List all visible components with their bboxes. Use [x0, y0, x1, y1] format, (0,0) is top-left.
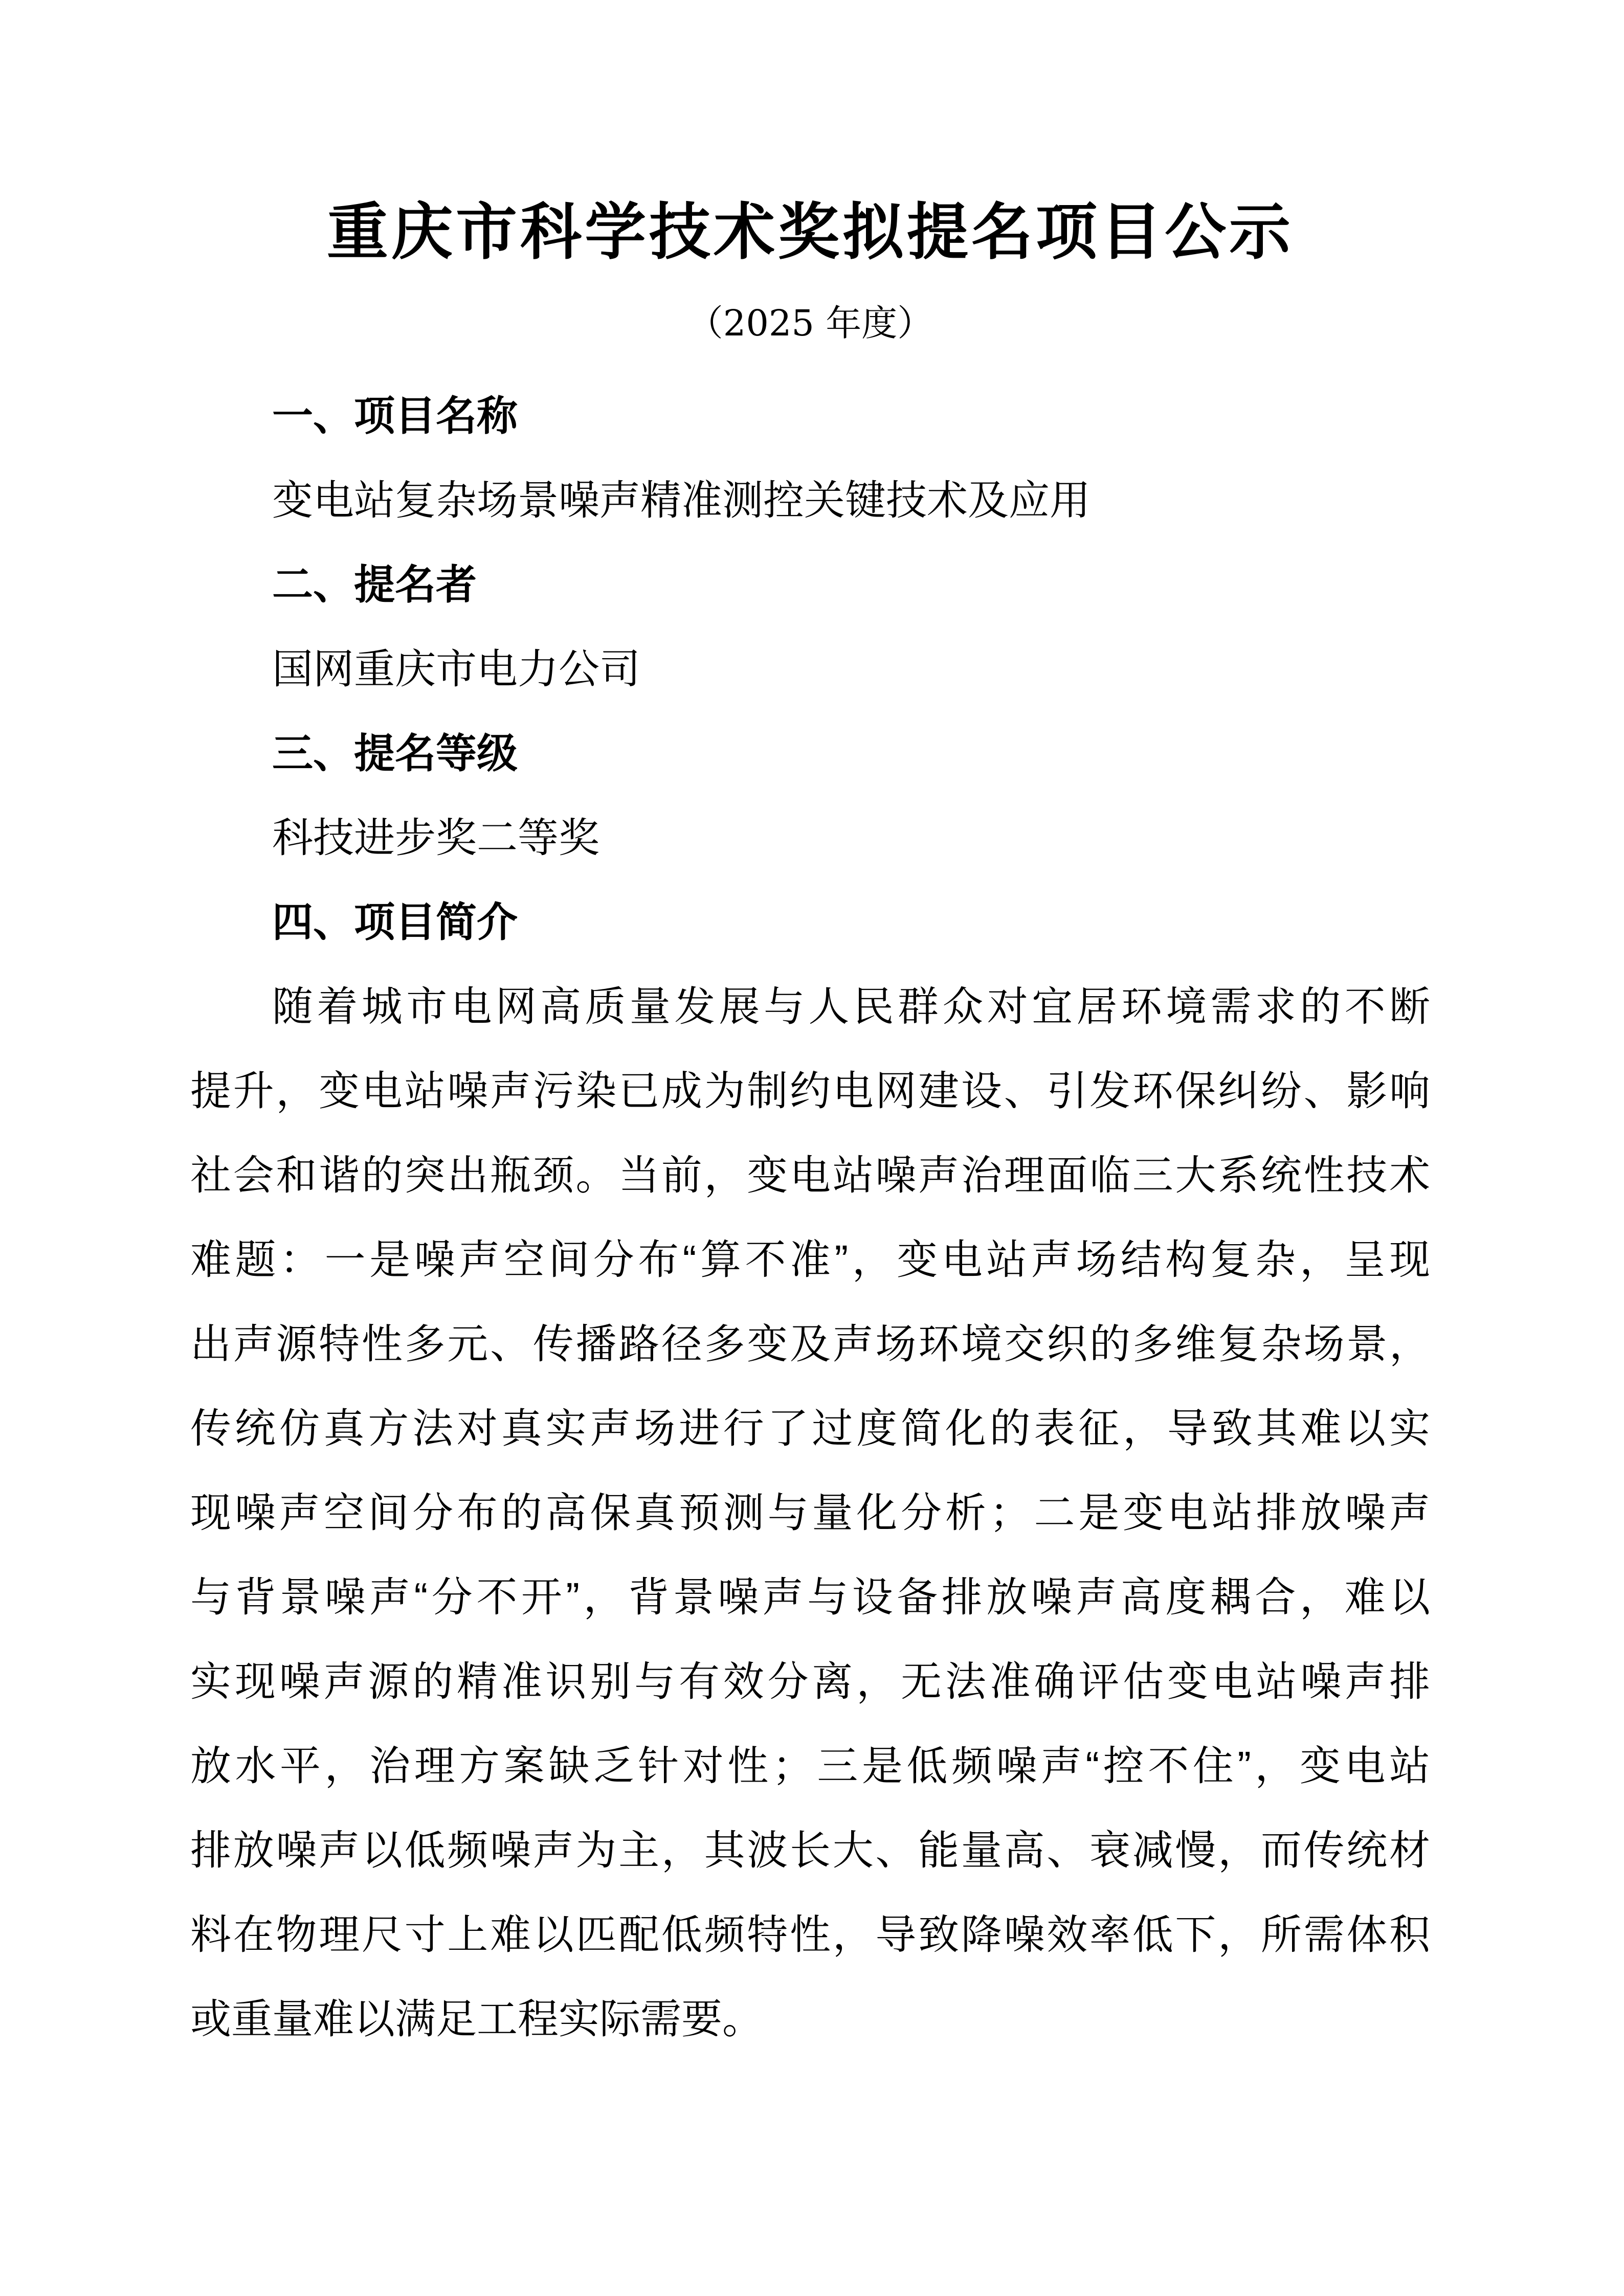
paragraph-line: 传统仿真方法对真实声场进行了过度简化的表征，导致其难以实: [190, 1406, 1430, 1451]
document-subtitle: （2025 年度）: [687, 302, 933, 344]
paragraph-line: 与背景噪声“分不开”，背景噪声与设备排放噪声高度耦合，难以: [190, 1574, 1430, 1620]
paragraph-line: 出声源特性多元、传播路径多变及声场环境交织的多维复杂场景，: [190, 1321, 1430, 1367]
paragraph-line: 现噪声空间分布的高保真预测与量化分析；二是变电站排放噪声: [190, 1490, 1430, 1536]
paragraph-line: 难题：一是噪声空间分布“算不准”，变电站声场结构复杂，呈现: [190, 1237, 1430, 1282]
section-heading-project-summary: 四、项目简介: [272, 899, 518, 945]
section-heading-nomination-grade: 三、提名等级: [272, 731, 518, 776]
nominator-value: 国网重庆市电力公司: [272, 646, 640, 692]
document-content: [190, 180, 1430, 2061]
document-title: 重庆市科学技术奖拟提名项目公示: [327, 198, 1294, 266]
paragraph-line: 或重量难以满足工程实际需要。: [190, 1996, 763, 2042]
paragraph-line: 料在物理尺寸上难以匹配低频特性，导致降噪效率低下，所需体积: [190, 1912, 1430, 1957]
paragraph-line: 排放噪声以低频噪声为主，其波长大、能量高、衰减慢，而传统材: [190, 1828, 1430, 1873]
paragraph-line: 放水平，治理方案缺乏针对性；三是低频噪声“控不住”，变电站: [190, 1743, 1430, 1789]
paragraph-line: 实现噪声源的精准识别与有效分离，无法准确评估变电站噪声排: [190, 1659, 1430, 1704]
section-heading-project-name: 一、项目名称: [272, 393, 518, 439]
section-heading-nominator: 二、提名者: [272, 562, 477, 607]
project-summary-paragraph: [190, 964, 1430, 2061]
paragraph-line: 随着城市电网高质量发展与人民群众对宜居环境需求的不断: [272, 984, 1430, 1029]
nomination-grade-value: 科技进步奖二等奖: [272, 815, 599, 861]
paragraph-line: 提升，变电站噪声污染已成为制约电网建设、引发环保纠纷、影响: [190, 1068, 1430, 1114]
project-name-value: 变电站复杂场景噪声精准测控关键技术及应用: [272, 478, 1091, 523]
paragraph-line: 社会和谐的突出瓶颈。当前，变电站噪声治理面临三大系统性技术: [190, 1153, 1430, 1198]
